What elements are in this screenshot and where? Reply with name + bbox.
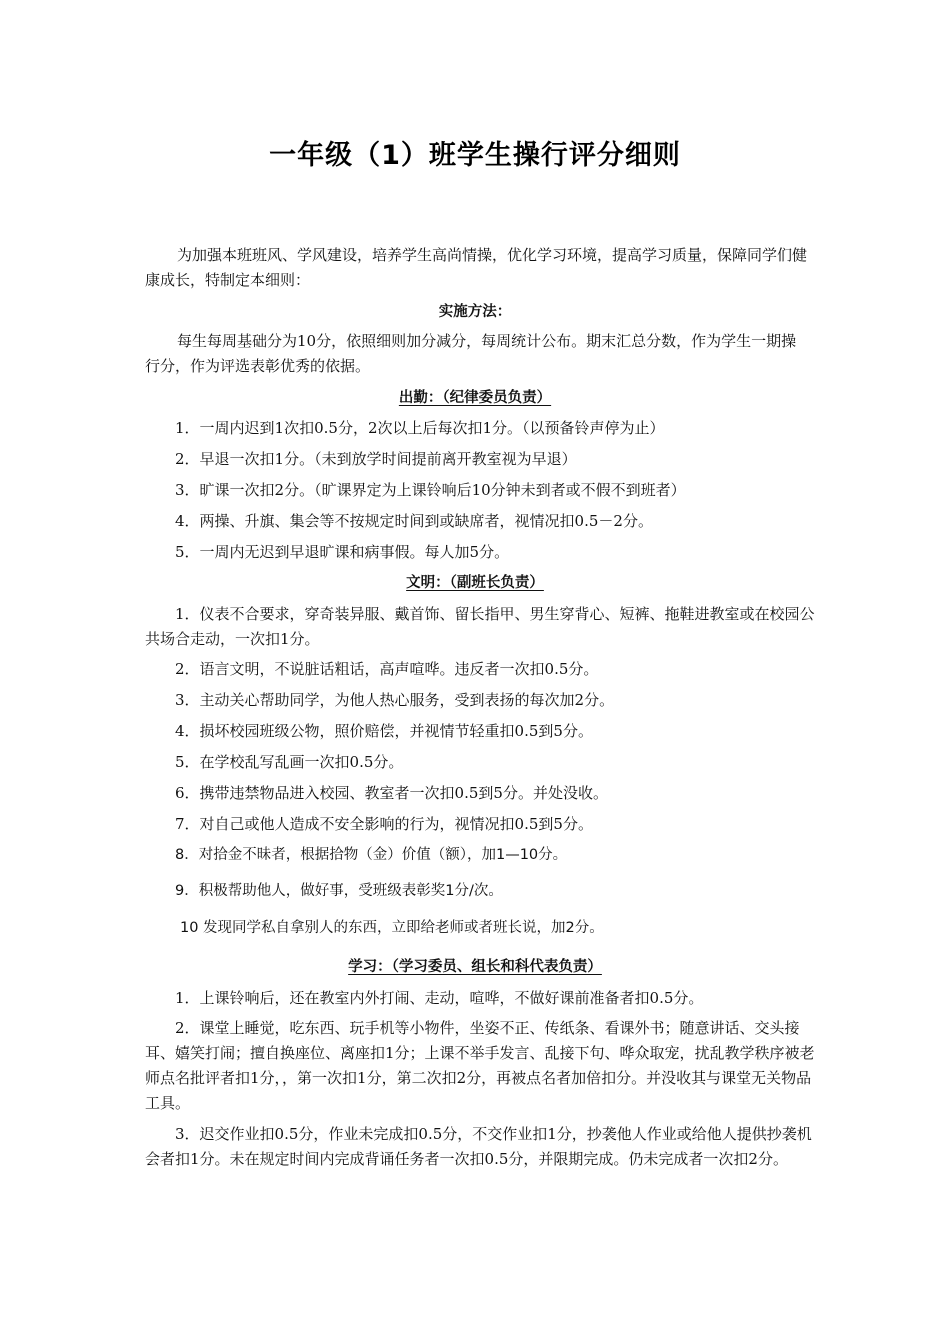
attendance-heading — [0, 387, 950, 409]
intro-paragraph: 为加强本班班风、学风建设，培养学生高尚情操，优化学习环境，提高学习质量，保障同学们健康成长，特制定本细则： — [145, 246, 808, 289]
civility-item-5: 5．在学校乱写乱画一次扣0.5分。 — [175, 753, 404, 771]
civility-item-10: 10 发现同学私自拿别人的东西，立即给老师或者班长说，加2分。 — [180, 920, 604, 936]
study-heading — [0, 956, 950, 978]
document-title: 一年级（1）班学生操行评分细则 — [269, 140, 681, 171]
attendance-item-1: 1．一周内迟到1次扣0.5分，2次以上后每次扣1分。（以预备铃声停为止） — [175, 419, 665, 437]
study-heading-text: 学习：（学习委员、组长和科代表负责） — [348, 959, 602, 975]
civility-heading — [0, 572, 950, 594]
civility-item-8: 8．对拾金不昧者，根据拾物（金）价值（额），加1—10分。 — [175, 847, 568, 863]
study-item-2: 2．课堂上睡觉，吃东西、玩手机等小物件，坐姿不正、传纸条、看课外书；随意讲话、交头接耳、嬉笑打闹；擅自换座位、离座扣1分；上课不举手发言、乱接下句、哗众取宠，扰乱教学秩序被老师点名批评者扣1分，，第一次扣1分，第二次扣2分，再被点名者加倍扣分。并没收其与课堂无关物品工具。 — [145, 1019, 815, 1112]
civility-item-7: 7．对自己或他人造成不安全影响的行为，视情况扣0.5到5分。 — [175, 815, 593, 833]
attendance-item-2: 2．早退一次扣1分。（未到放学时间提前离开教室视为早退） — [175, 450, 577, 468]
civility-item-1: 1．仪表不合要求，穿奇装异服、戴首饰、留长指甲、男生穿背心、短裤、拖鞋进教室或在校园公共场合走动，一次扣1分。 — [145, 605, 815, 648]
civility-item-2: 2．语言文明，不说脏话粗话，高声喧哗。违反者一次扣0.5分。 — [175, 660, 599, 678]
method-heading: 实施方法： — [438, 304, 512, 320]
study-item-1: 1．上课铃响后，还在教室内外打闹、走动，喧哗，不做好课前准备者扣0.5分。 — [175, 989, 704, 1007]
attendance-heading-text: 出勤：（纪律委员负责） — [398, 390, 552, 406]
civility-item-3: 3．主动关心帮助同学，为他人热心服务，受到表扬的每次加2分。 — [175, 691, 615, 709]
civility-item-6: 6．携带违禁物品进入校园、教室者一次扣0.5到5分。并处没收。 — [175, 784, 608, 802]
method-paragraph: 每生每周基础分为10分，依照细则加分减分，每周统计公布。期末汇总分数，作为学生一期操行分，作为评选表彰优秀的依据。 — [145, 332, 797, 375]
civility-item-4: 4．损坏校园班级公物，照价赔偿，并视情节轻重扣0.5到5分。 — [175, 722, 593, 740]
attendance-item-3: 3．旷课一次扣2分。（旷课界定为上课铃响后10分钟未到者或不假不到班者） — [175, 481, 686, 499]
attendance-item-5: 5．一周内无迟到早退旷课和病事假。每人加5分。 — [175, 543, 510, 561]
civility-heading-text: 文明：（副班长负责） — [406, 575, 544, 591]
attendance-item-4: 4．两操、升旗、集会等不按规定时间到或缺席者，视情况扣0.5－2分。 — [175, 512, 653, 530]
civility-item-9: 9．积极帮助他人，做好事，受班级表彰奖1分/次。 — [175, 883, 503, 899]
study-item-3: 3．迟交作业扣0.5分，作业未完成扣0.5分，不交作业扣1分，抄袭他人作业或给他人提供抄袭机会者扣1分。未在规定时间内完成背诵任务者一次扣0.5分，并限期完成。仍未完成者一次扣2分。 — [145, 1125, 812, 1168]
